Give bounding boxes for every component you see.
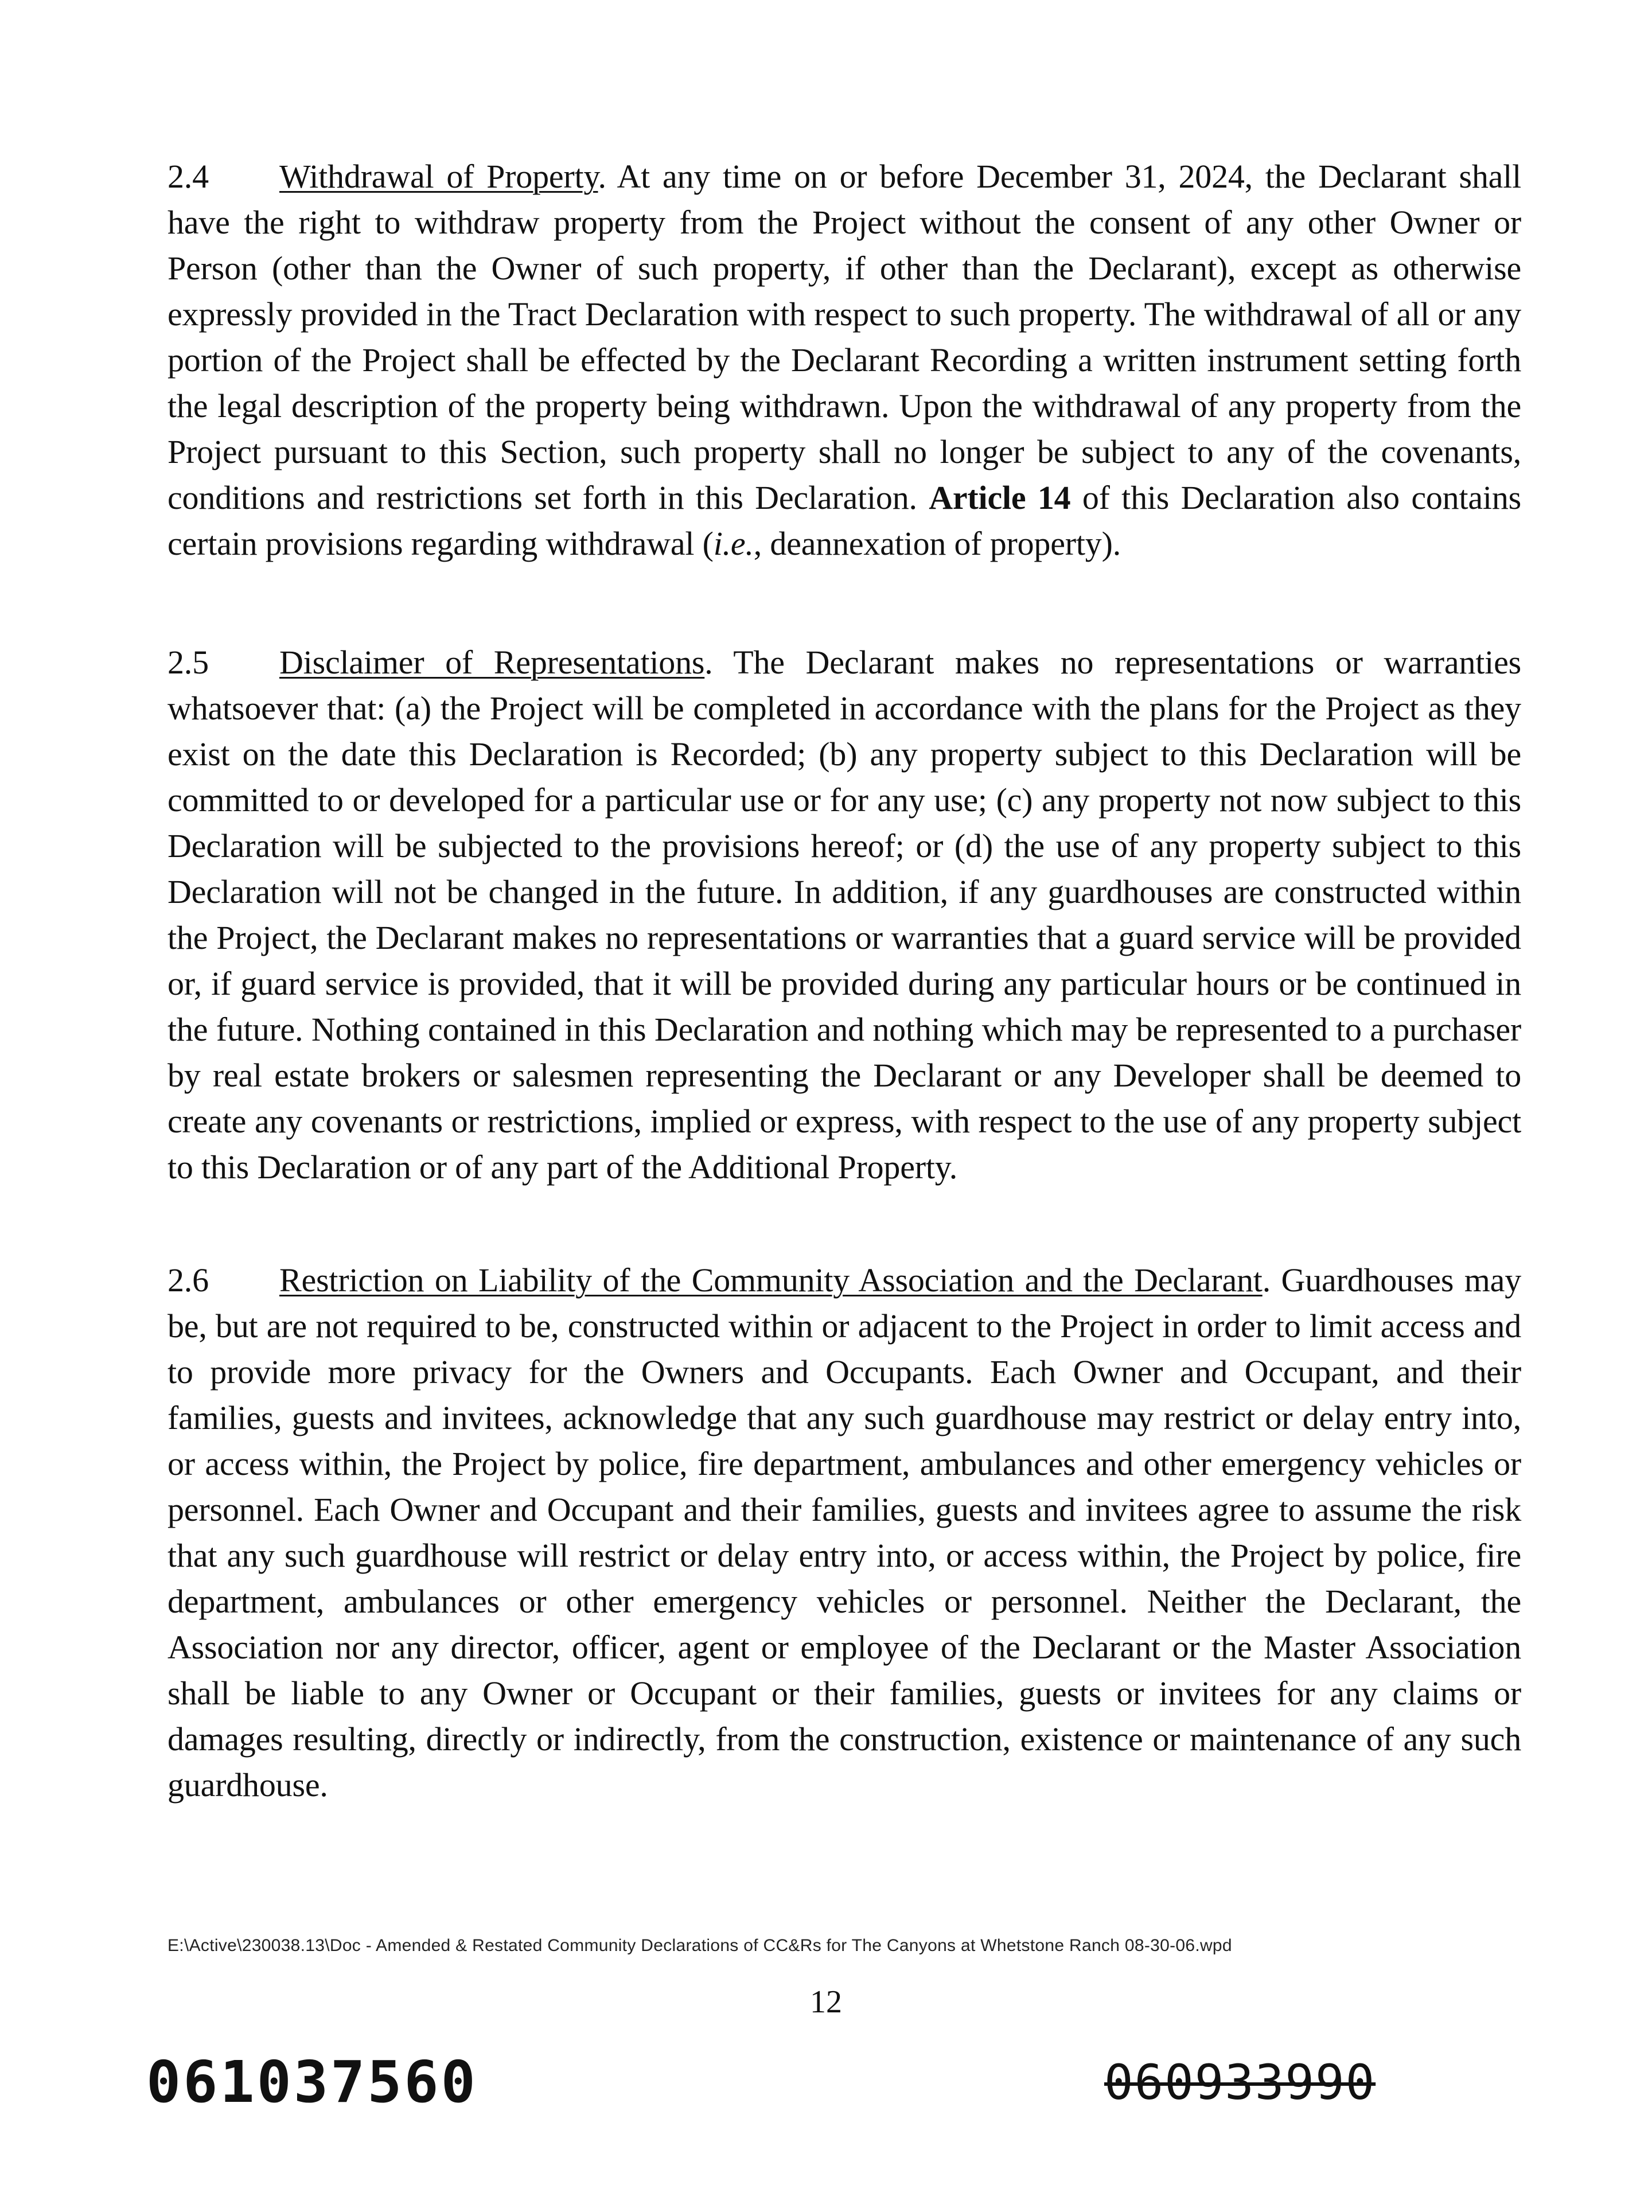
recording-document-number: 061037560	[146, 2049, 478, 2116]
section-paragraph	[167, 154, 1521, 567]
section-number: 2.6	[167, 1261, 209, 1299]
struck-document-number: 060933990	[1104, 2054, 1376, 2110]
section-heading: Disclaimer of Representations	[279, 644, 705, 681]
footer-file-path: E:\Active\230038.13\Doc - Amended & Restated Community Declarations of CC&Rs for The Canyons at Whetstone Ranch 08-30-06.wpd	[167, 1936, 1232, 1955]
section-body: . At any time on or before December 31, 2024, the Declarant shall have the right to withdraw property from the Project without the consent of any other Owner or Person (other than the Owner of such property, if other than the Declarant), except as otherwise expressly provided in the Tract Declaration with respect to such property. The withdrawal of all or any portion of the Project shall be effected by the Declarant Recording a written instrument setting forth the legal description of the property being withdrawn. Upon the withdrawal of any property from the Project pursuant to this Section, such property shall no longer be subject to any of the covenants, conditions and restrictions set forth in this Declaration.	[167, 158, 1521, 516]
abbreviation: i.e.	[713, 525, 754, 562]
section-2-6	[167, 1257, 1521, 1808]
section-heading: Restriction on Liability of the Community Association and the Declarant	[279, 1261, 1263, 1299]
section-number: 2.5	[167, 644, 209, 681]
section-paragraph	[167, 1257, 1521, 1808]
section-heading: Withdrawal of Property	[279, 158, 598, 195]
section-2-4	[167, 154, 1521, 567]
section-number: 2.4	[167, 158, 209, 195]
page-number: 12	[810, 1984, 842, 2020]
article-reference: Article 14	[929, 479, 1071, 516]
section-paragraph	[167, 640, 1521, 1190]
section-body-continued: of this Declaration also contains certain provisions regarding withdrawal (	[167, 479, 1521, 562]
section-body-end: , deannexation of property).	[753, 525, 1121, 562]
section-2-5	[167, 640, 1521, 1190]
section-body: . The Declarant makes no representations or warranties whatsoever that: (a) the Project will be completed in accordance with the plans for the Project as they exist on the date this Declaration is Recorded; (b) any property subject to this Declaration will be committed to or developed for a particular use or for any use; (c) any property not now subject to this Declaration will be subjected to the provisions hereof; or (d) the use of any property subject to this Declaration will not be changed in the future. In addition, if any guardhouses are constructed within the Project, the Declarant makes no representations or warranties that a guard service will be provided or, if guard service is provided, that it will be provided during any particular hours or be continued in the future. Nothing contained in this Declaration and nothing which may be represented to a purchaser by real estate brokers or salesmen representing the Declarant or any Developer shall be deemed to create any covenants or restrictions, implied or express, with respect to the use of any property subject to this Declaration or of any part of the Additional Property.	[167, 644, 1522, 1186]
section-body: . Guardhouses may be, but are not required to be, constructed within or adjacent to the Project in order to limit access and to provide more privacy for the Owners and Occupants. Each Owner and Occupant, and their families, guests and invitees, acknowledge that any such guardhouse may restrict or delay entry into, or access within, the Project by police, fire department, ambulances and other emergency vehicles or personnel. Each Owner and Occupant and their families, guests and invitees agree to assume the risk that any such guardhouse will restrict or delay entry into, or access within, the Project by police, fire department, ambulances or other emergency vehicles or personnel. Neither the Declarant, the Association nor any director, officer, agent or employee of the Declarant or the Master Association shall be liable to any Owner or Occupant or their families, guests or invitees for any claims or damages resulting, directly or indirectly, from the construction, existence or maintenance of any such guardhouse.	[167, 1261, 1521, 1804]
